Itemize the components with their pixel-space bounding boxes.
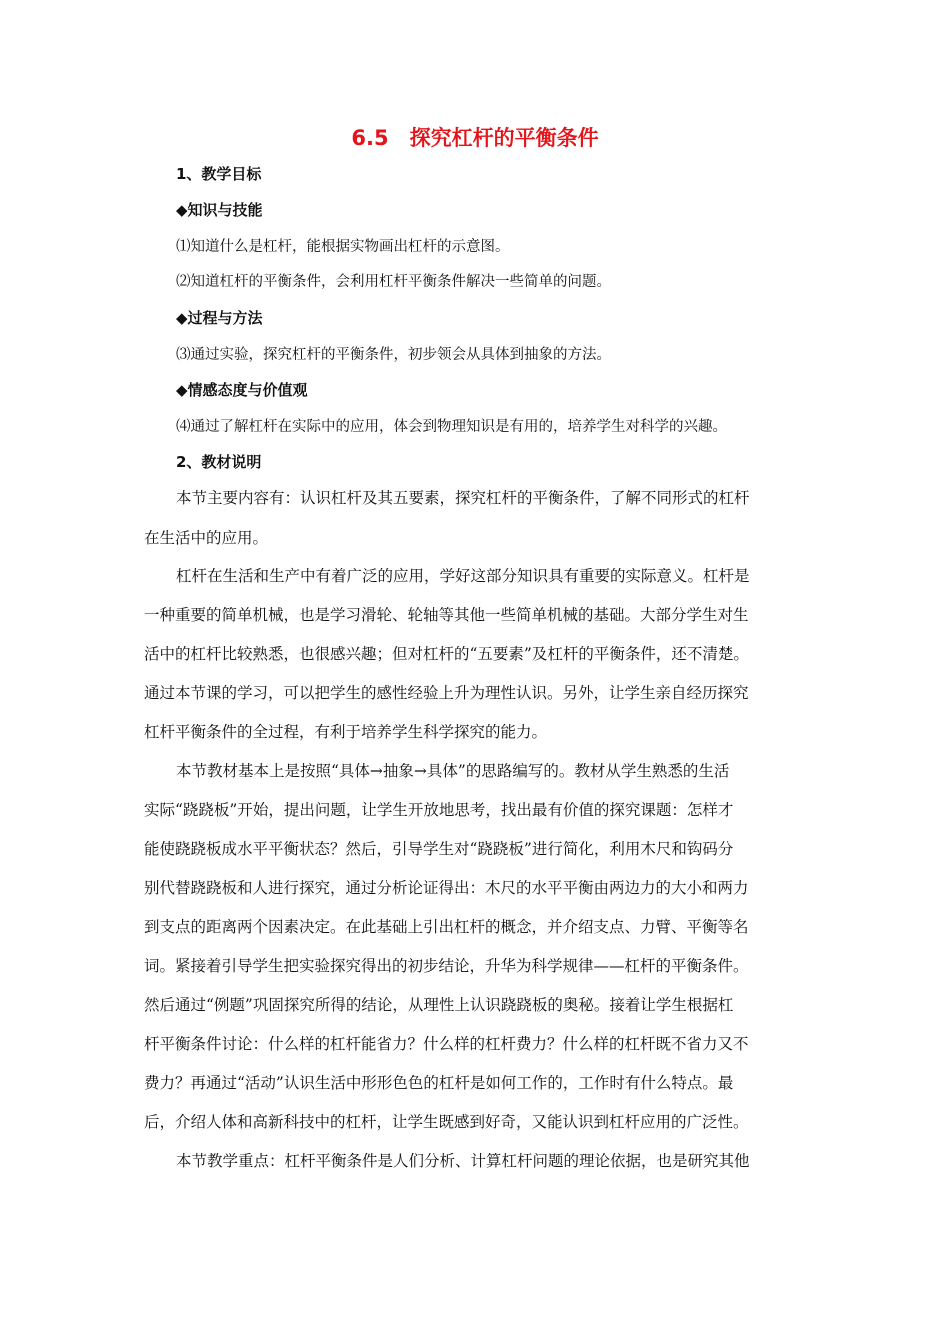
body-line: 到支点的距离两个因素决定。在此基础上引出杠杆的概念，并介绍支点、力臂、平衡等名 [144, 918, 749, 936]
body-line: 词。紧接着引导学生把实验探究得出的初步结论，升华为科学规律——杠杆的平衡条件。 [144, 957, 749, 975]
body-line: 本节教材基本上是按照“具体→抽象→具体”的思路编写的。教材从学生熟悉的生活 [176, 762, 730, 780]
page-title: 6.5 探究杠杆的平衡条件 [351, 126, 599, 150]
body-line: 杆平衡条件讨论：什么样的杠杆能省力？什么样的杠杆费力？什么样的杠杆既不省力又不 [144, 1035, 749, 1053]
goal-item-3: ⑶通过实验，探究杠杆的平衡条件，初步领会从具体到抽象的方法。 [176, 347, 611, 363]
goal-item-2: ⑵知道杠杆的平衡条件，会利用杠杆平衡条件解决一些简单的问题。 [176, 274, 611, 290]
goal-item-4: ⑷通过了解杠杆在实际中的应用，体会到物理知识是有用的，培养学生对科学的兴趣。 [176, 419, 727, 435]
section-heading-goals: 1、教学目标 [176, 165, 262, 183]
body-line: 通过本节课的学习，可以把学生的感性经验上升为理性认识。另外，让学生亲自经历探究 [144, 684, 749, 702]
subheading-attitude: ◆情感态度与价值观 [176, 381, 308, 399]
body-line: 别代替跷跷板和人进行探究，通过分析论证得出：木尺的水平平衡由两边力的大小和两力 [144, 879, 749, 897]
body-line: 本节教学重点：杠杆平衡条件是人们分析、计算杠杆问题的理论依据，也是研究其他 [176, 1152, 750, 1170]
body-line: 能使跷跷板成水平平衡状态？然后，引导学生对“跷跷板”进行简化，利用木尺和钩码分 [144, 840, 734, 858]
body-line: 杠杆在生活和生产中有着广泛的应用，学好这部分知识具有重要的实际意义。杠杆是 [176, 567, 750, 585]
subheading-process: ◆过程与方法 [176, 309, 263, 327]
body-line: 实际“跷跷板”开始，提出问题，让学生开放地思考，找出最有价值的探究课题：怎样才 [144, 801, 734, 819]
body-line: 后，介绍人体和高新科技中的杠杆，让学生既感到好奇，又能认识到杠杆应用的广泛性。 [144, 1113, 749, 1131]
section-heading-material: 2、教材说明 [176, 453, 262, 471]
body-line: 在生活中的应用。 [144, 529, 269, 547]
body-line: 一种重要的简单机械，也是学习滑轮、轮轴等其他一些简单机械的基础。大部分学生对生 [144, 606, 749, 624]
body-line: 费力？再通过“活动”认识生活中形形色色的杠杆是如何工作的，工作时有什么特点。最 [144, 1074, 734, 1092]
subheading-knowledge: ◆知识与技能 [176, 201, 263, 219]
body-line: 杠杆平衡条件的全过程，有利于培养学生科学探究的能力。 [144, 723, 548, 741]
goal-item-1: ⑴知道什么是杠杆，能根据实物画出杠杆的示意图。 [176, 239, 510, 255]
body-line: 本节主要内容有：认识杠杆及其五要素，探究杠杆的平衡条件，了解不同形式的杠杆 [176, 489, 750, 507]
body-line: 活中的杠杆比较熟悉，也很感兴趣；但对杠杆的“五要素”及杠杆的平衡条件，还不清楚。 [144, 645, 749, 663]
body-line: 然后通过“例题”巩固探究所得的结论，从理性上认识跷跷板的奥秘。接着让学生根据杠 [144, 996, 734, 1014]
